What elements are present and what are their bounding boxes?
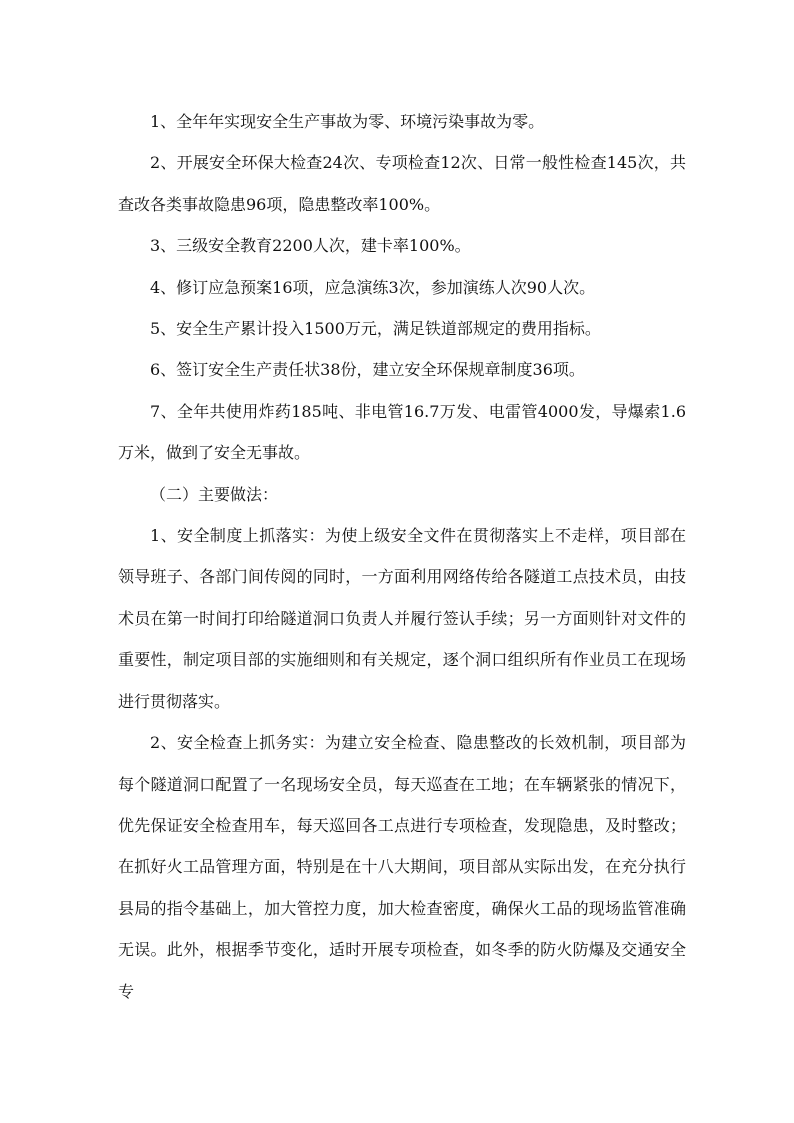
paragraph-practice-2: 2、安全检查上抓务实：为建立安全检查、隐患整改的长效机制，项目部为每个隧道洞口配置了一名现场安全员，每天巡查在工地；在车辆紧张的情况下，优先保证安全检查用车，每天巡回各工点进行专项检查，发现隐患，及时整改；在抓好火工品管理方面，特别是在十八大期间，项目部从实际出发，在充分执行县局的指令基础上，加大管控力度，加大检查密度，确保火工品的现场监管准确无误。此外，根据季节变化，适时开展专项检查，如冬季的防火防爆及交通安全专: [118, 733, 686, 1001]
paragraph-result-6: 6、签订安全生产责任状38份，建立安全环保规章制度36项。: [150, 360, 585, 380]
paragraph-result-2: 2、开展安全环保大检查24次、专项检查12次、日常一般性检查145次，共查改各类事故隐患96项，隐患整改率100%。: [118, 153, 686, 214]
paragraph-result-1: 1、全年年实现安全生产事故为零、环境污染事故为零。: [150, 112, 545, 131]
section-heading-main-practices: （二）主要做法：: [150, 484, 279, 504]
paragraph-result-4: 4、修订应急预案16项，应急演练3次，参加演练人次90人次。: [150, 277, 596, 297]
paragraph-result-7: 7、全年共使用炸药185吨、非电管16.7万发、电雷管4000发，导爆索1.6万米，做到了安全无事故。: [118, 401, 686, 463]
document-body: [118, 101, 686, 1012]
paragraph-practice-1: 1、安全制度上抓落实：为使上级安全文件在贯彻落实上不走样，项目部在领导班子、各部门间传阅的同时，一方面利用网络传给各隧道工点技术员，由技术员在第一时间打印给隧道洞口负责人并履行签认手续；另一方面则针对文件的重要性，制定项目部的实施细则和有关规定，逐个洞口组织所有作业员工在现场进行贯彻落实。: [118, 526, 686, 711]
paragraph-result-3: 3、三级安全教育2200人次，建卡率100%。: [150, 236, 471, 256]
paragraph-result-5: 5、安全生产累计投入1500万元，满足铁道部规定的费用指标。: [150, 319, 601, 339]
